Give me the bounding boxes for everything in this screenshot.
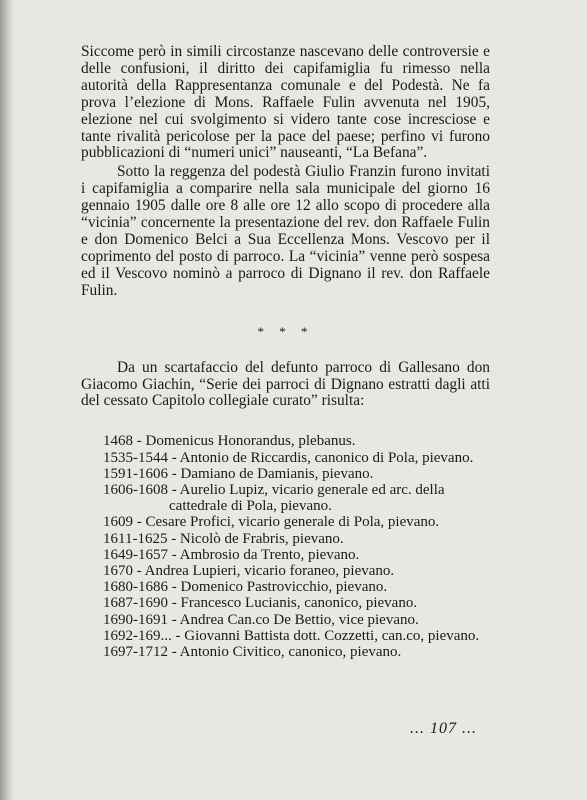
list-item: 1606-1608 - Aurelio Lupiz, vicario generale ed arc. della cattedrale di Pola, pievano. <box>103 481 445 515</box>
list-item: 1680-1686 - Domenico Pastrovicchio, pievano. <box>103 579 388 596</box>
list-item: 1611-1625 - Nicolò de Frabris, pievano. <box>103 530 344 547</box>
list-item: 1690-1691 - Andrea Can.co De Bettio, vice pievano. <box>103 611 419 628</box>
scan-edge-shadow <box>0 0 14 800</box>
list-item: 1535-1544 - Antonio de Riccardis, canonico di Pola, pievano. <box>103 449 474 466</box>
section-separator: * * * <box>257 323 314 339</box>
list-item: 1670 - Andrea Lupieri, vicario foraneo, pievano. <box>103 562 395 579</box>
paragraph-vicinia: Sotto la reggenza del podestà Giulio Franzin furono invitati i capifamiglia a comparire nella sala municipale del giorno 16 gennaio 1905 dalle ore 8 alle ore 12 allo scopo di procedere alla “vicinia” concernente la presentazione del rev. don Raffaele Fulin e don Domenico Belci a Sua Eccellenza Mons. Vescovo per il coprimento del posto di parroco. La “vicinia” venne però sospesa ed il Vescovo nominò a parroco di Dignano il rev. don Raffaele Fulin. <box>81 163 490 299</box>
book-page <box>81 44 490 660</box>
list-item: 1687-1690 - Francesco Lucianis, canonico, pievano. <box>103 595 418 612</box>
list-item: 1697-1712 - Antonio Civitico, canonico, pievano. <box>103 643 402 660</box>
list-item: 1649-1657 - Ambrosio da Trento, pievano. <box>103 546 360 563</box>
paragraph-series-intro: Da un scartafaccio del defunto parroco di Gallesano don Giacomo Giachin, “Serie dei parroci di Dignano estratti dagli atti del cessato Capitolo collegiale curato” risulta: <box>81 358 490 410</box>
page-number: ... 107 ... <box>410 720 477 737</box>
list-item: 1609 - Cesare Profici, vicario generale di Pola, pievano. <box>103 514 440 531</box>
list-item: 1692-169... - Giovanni Battista dott. Cozzetti, can.co, pievano. <box>103 627 480 644</box>
list-item: 1591-1606 - Damiano de Damianis, pievano. <box>103 465 374 482</box>
list-item: 1468 - Domenicus Honorandus, plebanus. <box>103 433 356 450</box>
paragraph-elections: Siccome però in simili circostanze nascevano delle controversie e delle confusioni, il diritto dei capifamiglia fu rimesso nella autorità della Rappresentanza comunale e del Podestà. Ne fa prova l’elezione di Mons. Raffaele Fulin avvenuta nel 1905, elezione nel cui svolgimento si videro tante cose incresciose e tante rivalità pericolose per la pace del paese; perfino vi furono pubblicazioni di “numeri unici” nauseanti, “La Befana”. <box>81 43 490 162</box>
parish-priests-list <box>103 433 490 660</box>
